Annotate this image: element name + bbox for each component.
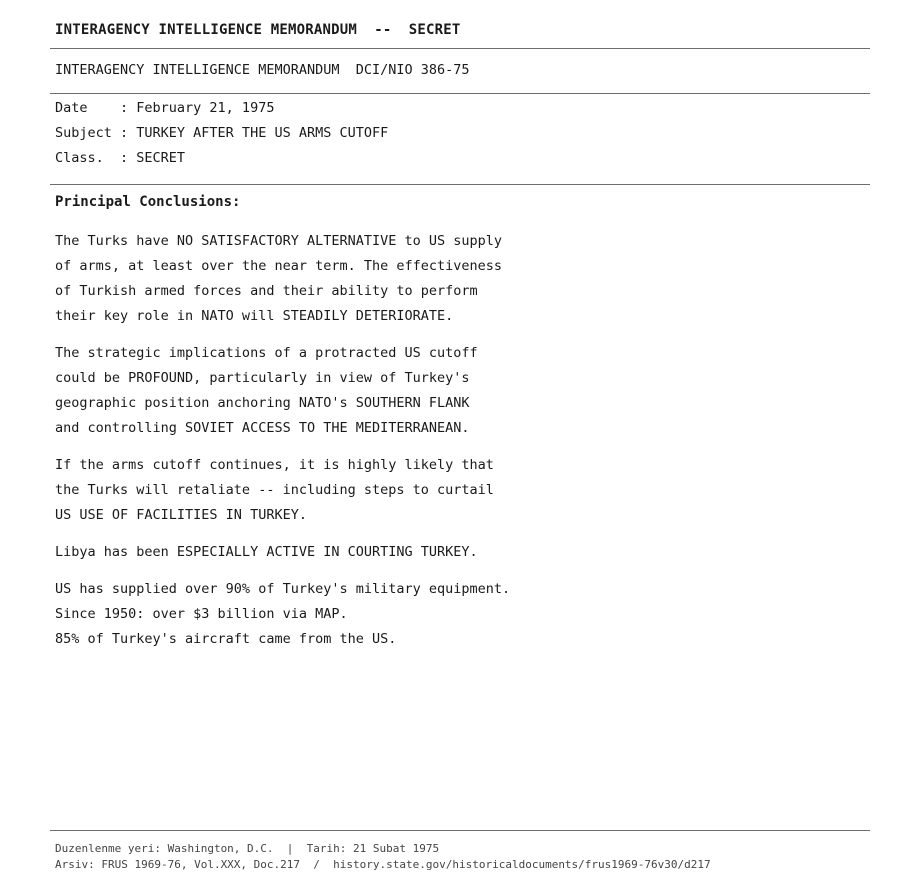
footer-location-date: Duzenlenme yeri: Washington, D.C. | Tarih: 21 Subat 1975 xyxy=(55,842,440,855)
footer-archive-reference: Arsiv: FRUS 1969-76, Vol.XXX, Doc.217 / history.state.gov/historicaldocuments/frus1969-76v30/d217 xyxy=(55,858,711,871)
body-line: of arms, at least over the near term. The effectiveness xyxy=(55,258,503,274)
memorandum-page xyxy=(50,0,870,882)
paragraph xyxy=(55,341,855,441)
classification-field: Class. : SECRET xyxy=(55,150,186,166)
body-line: The Turks have NO SATISFACTORY ALTERNATIVE to US supply xyxy=(55,233,503,249)
body-line: 85% of Turkey's aircraft came from the US. xyxy=(55,631,397,647)
document-footer xyxy=(55,841,711,873)
paragraph xyxy=(55,540,855,565)
section-heading: Principal Conclusions: xyxy=(55,194,241,210)
footer-divider xyxy=(50,830,870,831)
body-line: Libya has been ESPECIALLY ACTIVE IN COURTING TURKEY. xyxy=(55,544,478,560)
metadata-divider xyxy=(50,184,870,185)
body-line: US has supplied over 90% of Turkey's military equipment. xyxy=(55,581,511,597)
paragraph xyxy=(55,229,855,329)
document-header-title: INTERAGENCY INTELLIGENCE MEMORANDUM -- SECRET xyxy=(55,22,461,38)
body-line: Since 1950: over $3 billion via MAP. xyxy=(55,606,348,622)
date-field: Date : February 21, 1975 xyxy=(55,100,275,116)
header-divider xyxy=(50,48,870,49)
body-line: of Turkish armed forces and their ability to perform xyxy=(55,283,478,299)
document-id-line: INTERAGENCY INTELLIGENCE MEMORANDUM DCI/NIO 386-75 xyxy=(55,62,470,78)
body-line: geographic position anchoring NATO's SOUTHERN FLANK xyxy=(55,395,470,411)
paragraph xyxy=(55,577,855,652)
body-line: If the arms cutoff continues, it is highly likely that xyxy=(55,457,494,473)
body-line: their key role in NATO will STEADILY DETERIORATE. xyxy=(55,308,454,324)
body-line: US USE OF FACILITIES IN TURKEY. xyxy=(55,507,307,523)
body-line: could be PROFOUND, particularly in view of Turkey's xyxy=(55,370,470,386)
paragraph xyxy=(55,453,855,528)
body-line: The strategic implications of a protracted US cutoff xyxy=(55,345,478,361)
memo-metadata xyxy=(55,96,388,171)
memo-body xyxy=(55,229,855,664)
subject-field: Subject : TURKEY AFTER THE US ARMS CUTOFF xyxy=(55,125,389,141)
body-line: and controlling SOVIET ACCESS TO THE MEDITERRANEAN. xyxy=(55,420,470,436)
doc-id-divider xyxy=(50,93,870,94)
body-line: the Turks will retaliate -- including steps to curtail xyxy=(55,482,494,498)
